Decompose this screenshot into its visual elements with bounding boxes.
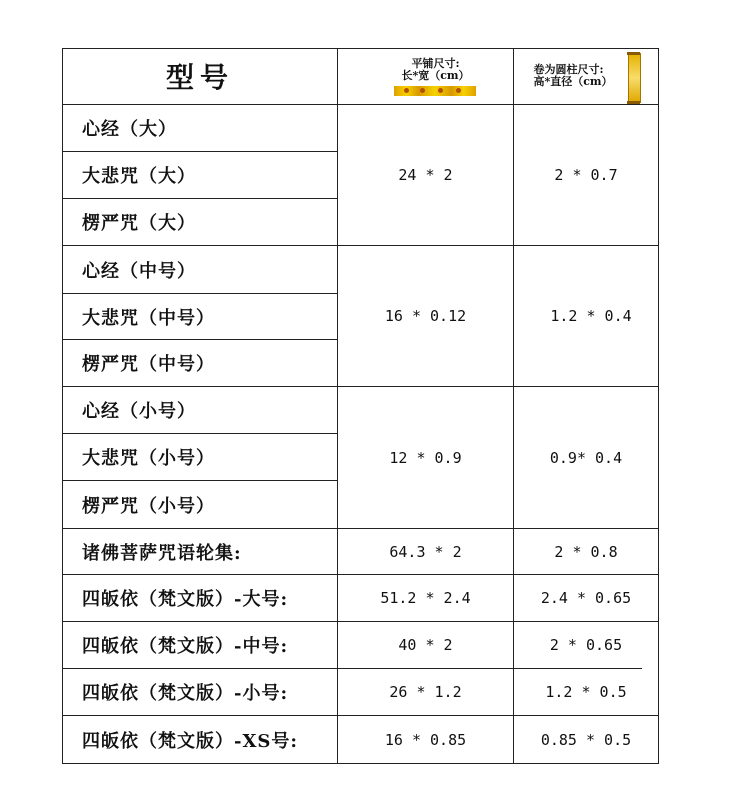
model-name-cell: 心经（大） xyxy=(82,119,177,140)
roll-size-header xyxy=(514,48,624,104)
flat-size-header-line1: 平铺尺寸: xyxy=(411,57,460,70)
model-name-cell: 四皈依（梵文版）-XS号: xyxy=(82,730,299,752)
size-table xyxy=(62,48,659,764)
table-border-right xyxy=(658,48,659,764)
model-name-cell: 楞严咒（中号） xyxy=(82,354,215,375)
model-name-cell: 四皈依（梵文版）-大号: xyxy=(82,589,289,610)
roll-size-value: 1.2 * 0.5 xyxy=(545,683,627,701)
model-name-cell: 大悲咒（中号） xyxy=(82,307,215,329)
model-header: 型号 xyxy=(165,61,234,94)
model-name-cell: 楞严咒（小号） xyxy=(82,495,215,517)
roll-size-value: 0.85 * 0.5 xyxy=(540,730,632,749)
roll-size-value: 0.9* 0.4 xyxy=(549,448,623,467)
model-name-cell: 大悲咒（大） xyxy=(82,166,196,187)
flat-size-value: 51.2 * 2.4 xyxy=(380,589,471,607)
flat-size-value: 16 * 0.85 xyxy=(384,730,467,749)
rolled-scroll-image xyxy=(628,53,641,103)
model-name-cell: 楞严咒（大） xyxy=(82,213,196,234)
flat-size-value: 26 * 1.2 xyxy=(389,683,462,701)
flat-size-header-line2: 长*宽（cm） xyxy=(401,69,470,82)
model-name-cell: 四皈依（梵文版）-小号: xyxy=(82,683,289,704)
flat-scroll-image xyxy=(394,86,476,96)
roll-size-header-text xyxy=(533,64,612,88)
roll-size-header-line1: 卷为圆柱尺寸: xyxy=(533,63,604,76)
roll-size-value: 2 * 0.8 xyxy=(554,542,618,561)
roll-size-value: 1.2 * 0.4 xyxy=(550,307,632,325)
model-name-cell: 心经（小号） xyxy=(82,401,196,422)
flat-size-value: 24 * 2 xyxy=(398,166,453,184)
roll-size-value: 2.4 * 0.65 xyxy=(540,589,632,607)
model-name-cell: 诸佛菩萨咒语轮集: xyxy=(82,542,242,564)
model-name-cell: 大悲咒（小号） xyxy=(82,448,215,469)
flat-size-header-text xyxy=(401,58,469,82)
roll-size-value: 2 * 0.7 xyxy=(554,166,618,184)
flat-size-value: 40 * 2 xyxy=(398,636,453,654)
roll-size-value: 2 * 0.65 xyxy=(549,636,623,654)
roll-size-header-line2: 高*直径（cm） xyxy=(533,75,613,88)
model-name-cell: 四皈依（梵文版）-中号: xyxy=(82,636,289,657)
flat-size-value: 12 * 0.9 xyxy=(389,448,462,467)
table-border-bottom xyxy=(62,763,659,764)
flat-size-value: 64.3 * 2 xyxy=(389,542,462,561)
model-name-cell: 心经（中号） xyxy=(82,260,196,282)
flat-size-value: 16 * 0.12 xyxy=(384,307,467,325)
